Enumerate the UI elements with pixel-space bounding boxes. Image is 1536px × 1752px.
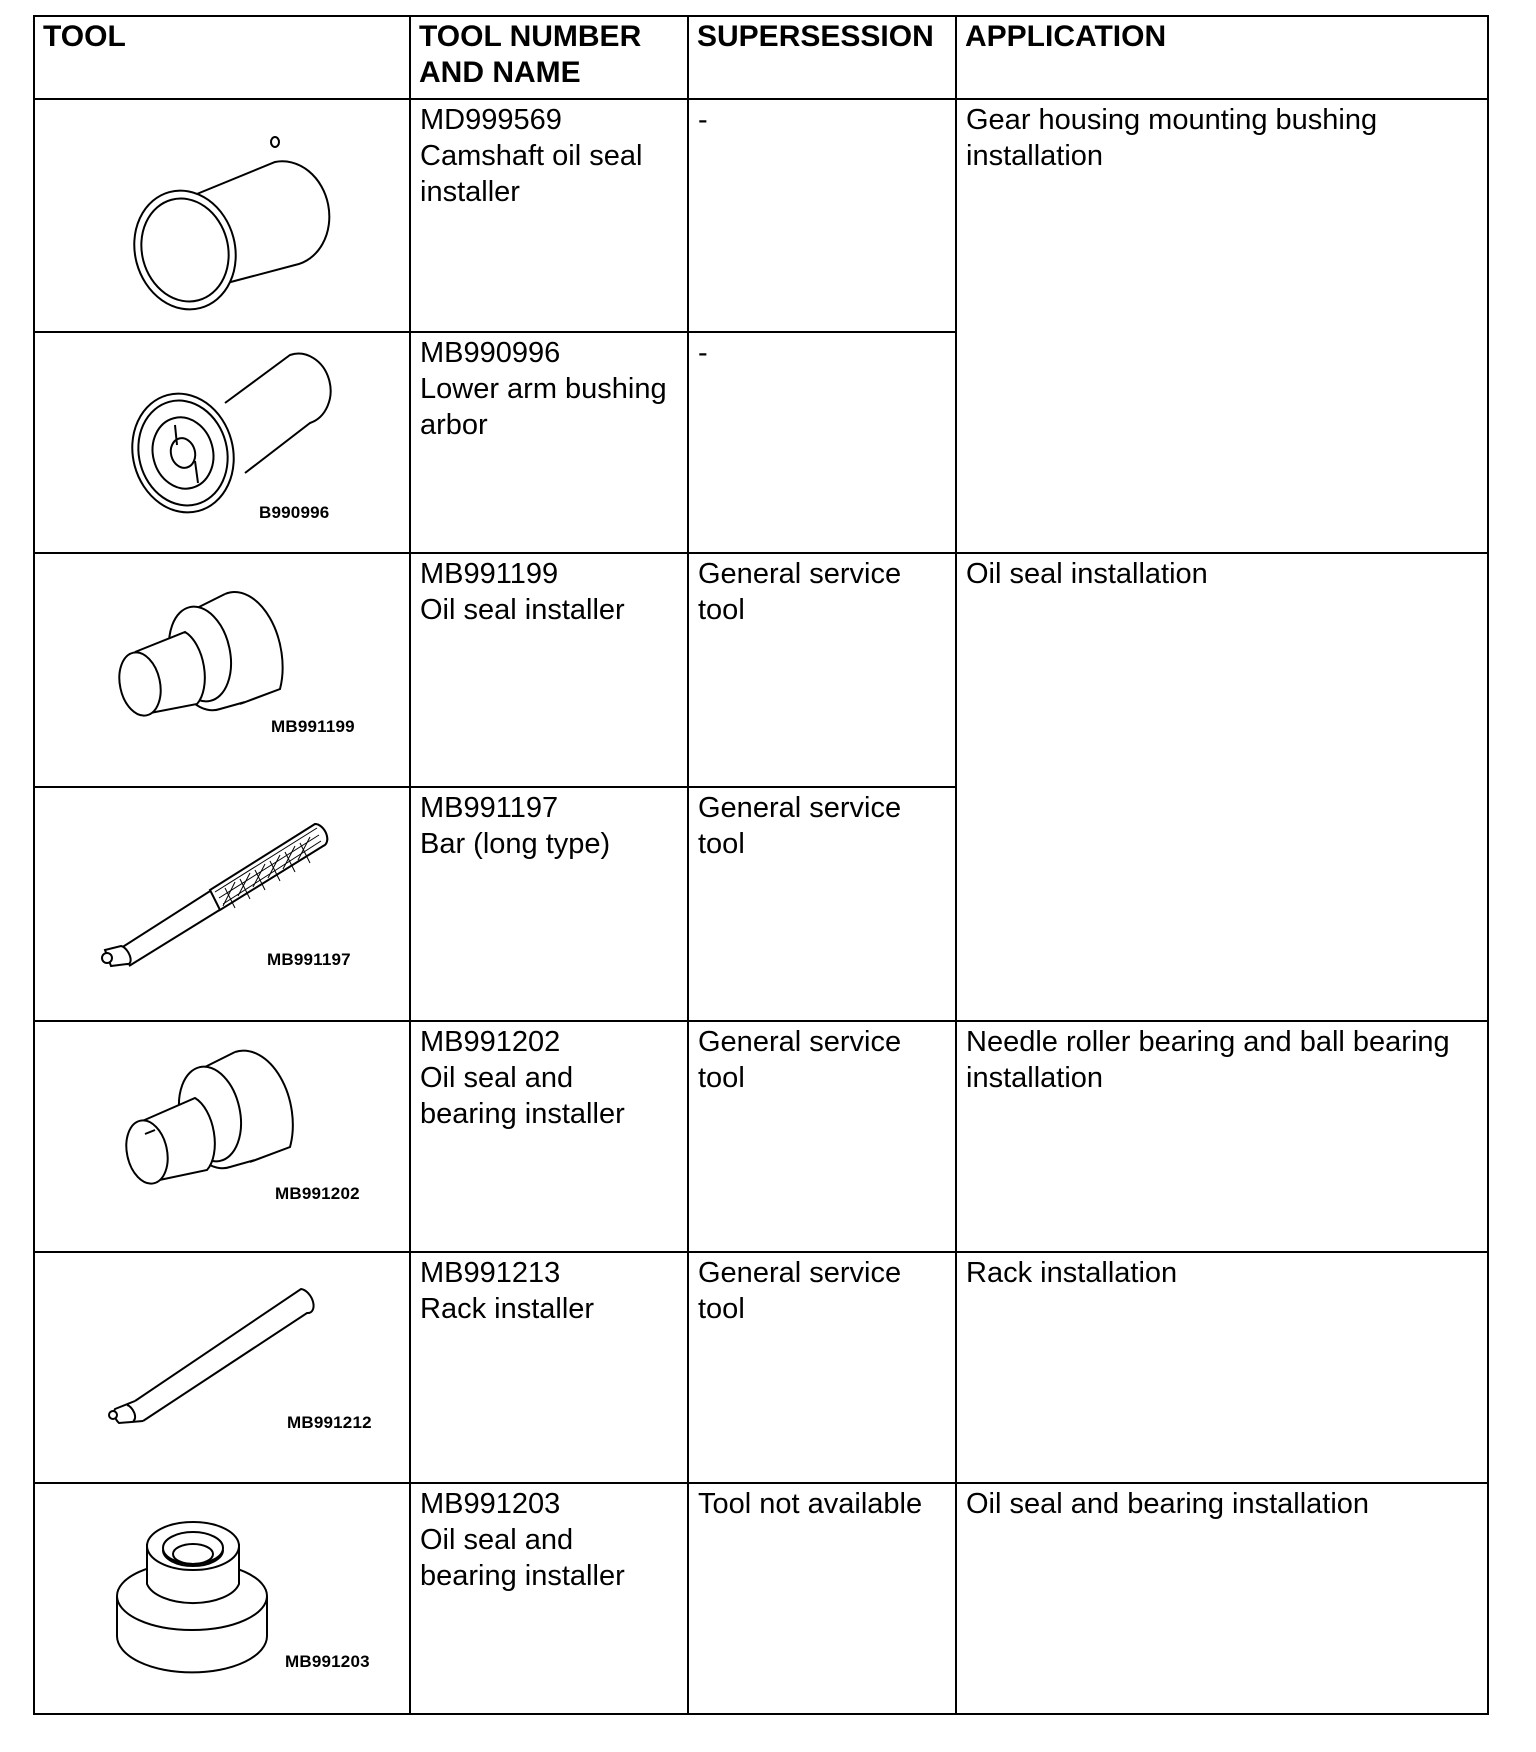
- tool-image-cell: [34, 99, 410, 332]
- tool-image-cell: [34, 1252, 410, 1483]
- table-row: [34, 1021, 1488, 1252]
- supersession: General service tool: [688, 787, 956, 1021]
- tool-image-label: MB991212: [287, 1413, 372, 1432]
- tool-name: Oil seal and bearing installer: [420, 1062, 625, 1130]
- tool-image-cell: [34, 1483, 410, 1714]
- tool-image-cell: [34, 332, 410, 553]
- tool-number-and-name: [410, 787, 688, 1021]
- header-row: [34, 16, 1488, 99]
- stepped-installer-icon: [35, 554, 411, 788]
- special-tools-table: [33, 15, 1489, 1715]
- tool-number-and-name: [410, 99, 688, 332]
- supersession: General service tool: [688, 1021, 956, 1252]
- header-supersession: SUPERSESSION: [688, 16, 956, 99]
- application: Oil seal installation: [956, 553, 1488, 1021]
- ring-installer-icon: [35, 1484, 411, 1715]
- tool-number: MB990996: [420, 337, 561, 369]
- tool-image-label: MB991203: [285, 1652, 370, 1671]
- header-tool: TOOL: [34, 16, 410, 99]
- tool-number: MB991199: [420, 558, 559, 590]
- tool-image-label: MB991202: [275, 1184, 360, 1203]
- tool-number: MB991202: [420, 1026, 561, 1058]
- header-tool-number-and-name: TOOL NUMBER AND NAME: [410, 16, 688, 99]
- application: Needle roller bearing and ball bearing installation: [956, 1021, 1488, 1252]
- table-row: [34, 1252, 1488, 1483]
- tool-image-cell: [34, 787, 410, 1021]
- header-application: APPLICATION: [956, 16, 1488, 99]
- supersession: -: [688, 99, 956, 332]
- supersession: General service tool: [688, 1252, 956, 1483]
- tool-name: Lower arm bushing arbor: [420, 373, 667, 441]
- application: Gear housing mounting bushing installation: [956, 99, 1488, 553]
- tool-image-label: B990996: [259, 503, 330, 522]
- cylinder-sleeve-icon: [35, 100, 411, 333]
- table-row: [34, 1483, 1488, 1714]
- tool-number: MB991197: [420, 792, 559, 824]
- supersession: -: [688, 332, 956, 553]
- tool-name: Oil seal installer: [420, 594, 625, 626]
- tool-image-label: MB991199: [271, 717, 355, 736]
- tool-image-cell: [34, 553, 410, 787]
- tool-name: Camshaft oil seal installer: [420, 140, 643, 208]
- tool-number-and-name: [410, 332, 688, 553]
- tool-name: Rack installer: [420, 1293, 595, 1325]
- application: Oil seal and bearing installation: [956, 1483, 1488, 1714]
- tool-name: Oil seal and bearing installer: [420, 1524, 625, 1592]
- application: Rack installation: [956, 1252, 1488, 1483]
- tool-number-and-name: [410, 1483, 688, 1714]
- tool-number-and-name: [410, 1252, 688, 1483]
- tool-number: MD999569: [420, 104, 562, 136]
- rack-installer-rod-icon: [35, 1253, 411, 1484]
- stepped-installer-icon: [35, 1022, 411, 1253]
- tool-number: MB991203: [420, 1488, 561, 1520]
- tool-image-label: MB991197: [267, 950, 351, 969]
- supersession: Tool not available: [688, 1483, 956, 1714]
- tool-name: Bar (long type): [420, 828, 611, 860]
- tool-number-and-name: [410, 1021, 688, 1252]
- table-row: [34, 553, 1488, 787]
- table-row: [34, 99, 1488, 332]
- knurled-bar-icon: [35, 788, 411, 1022]
- tool-image-cell: [34, 1021, 410, 1252]
- tool-number: MB991213: [420, 1257, 561, 1289]
- bushing-arbor-icon: [35, 333, 411, 554]
- supersession: General service tool: [688, 553, 956, 787]
- tool-number-and-name: [410, 553, 688, 787]
